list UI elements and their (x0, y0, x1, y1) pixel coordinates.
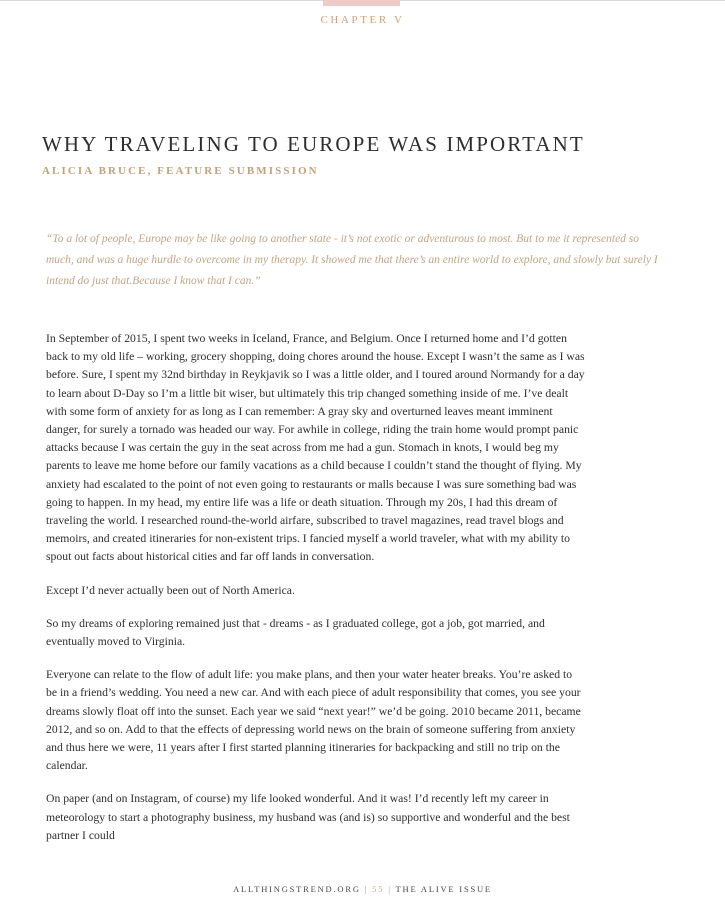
article-byline: ALICIA BRUCE, FEATURE SUBMISSION (42, 165, 319, 177)
page-number: 55 (372, 884, 385, 894)
body-paragraph: Except I’d never actually been out of North America. (46, 583, 295, 597)
page-footer (0, 884, 725, 894)
article-title: WHY TRAVELING TO EUROPE WAS IMPORTANT (42, 132, 585, 156)
body-paragraph: So my dreams of exploring remained just that - dreams - as I graduated college, got a job, got married, and eventually moved to Virginia. (46, 616, 545, 649)
article-body (46, 330, 586, 860)
top-accent-tab (323, 0, 400, 6)
footer-separator: | (364, 884, 369, 894)
pull-quote: “To a lot of people, Europe may be like going to another state - it’s not exotic or adventurous to most. But to me it represented so much, and was a huge hurdle to overcome in my therapy. It showed me that there’s an entire world to explore, and slowly but surely I intend do just that.Because I know that I can.” (46, 233, 658, 287)
footer-separator: | (388, 884, 392, 894)
footer-issue: THE ALIVE ISSUE (395, 884, 492, 894)
chapter-label: CHAPTER V (320, 14, 405, 26)
body-paragraph: In September of 2015, I spent two weeks in Iceland, France, and Belgium. Once I returned home and I’d gotten back to my old life – working, grocery shopping, doing chores around the house. Except I wasn’t the same as I was before. Sure, I spent my 32nd birthday in Reykjavik so I was a little older, and I toured around Normandy for a day to learn about D-Day so I’m a little bit wiser, but ultimately this trip changed something inside of me. I’ve dealt with some form of anxiety for as long as I can remember: A gray sky and overturned leaves meant imminent danger, for surely a tornado was headed our way. For awhile in college, riding the train home would prompt panic attacks because I was certain the guy in the seat across from me had a gun. Stomach in knots, I would beg my parents to leave me home before our family vacations as a child because I couldn’t stand the thought of flying. My anxiety had escalated to the point of not even going to restaurants or malls because I was sure something bad was going to happen. In my head, my entire life was a life or death situation. Through my 20s, I had this dream of traveling the world. I researched round-the-world airfare, subscribed to travel magazines, read travel blogs and memoirs, and created itineraries for non-existent trips. I fancied myself a world traveler, what with my ability to spout out facts about historical cities and far off lands in conversation. (46, 332, 585, 564)
body-paragraph: Everyone can relate to the flow of adult life: you make plans, and then your water heater breaks. You’re asked to be in a friend’s wedding. You need a new car. And with each piece of adult responsibility that comes, you see your dreams slowly float off into the sunset. Each year we said “next year!” we’d be going. 2010 became 2011, became 2012, and so on. Add to that the effects of depressing world news on the brain of someone suffering from anxiety and thus here we were, 11 years after I first started planning itineraries for backpacking and still no trip on the calendar. (46, 668, 581, 773)
footer-site: ALLTHINGSTREND.ORG (233, 884, 361, 894)
body-paragraph: On paper (and on Instagram, of course) my life looked wonderful. And it was! I’d recently left my career in meteorology to start a photography business, my husband was (and is) so supportive and wonderful and the best partner I could (46, 792, 570, 842)
